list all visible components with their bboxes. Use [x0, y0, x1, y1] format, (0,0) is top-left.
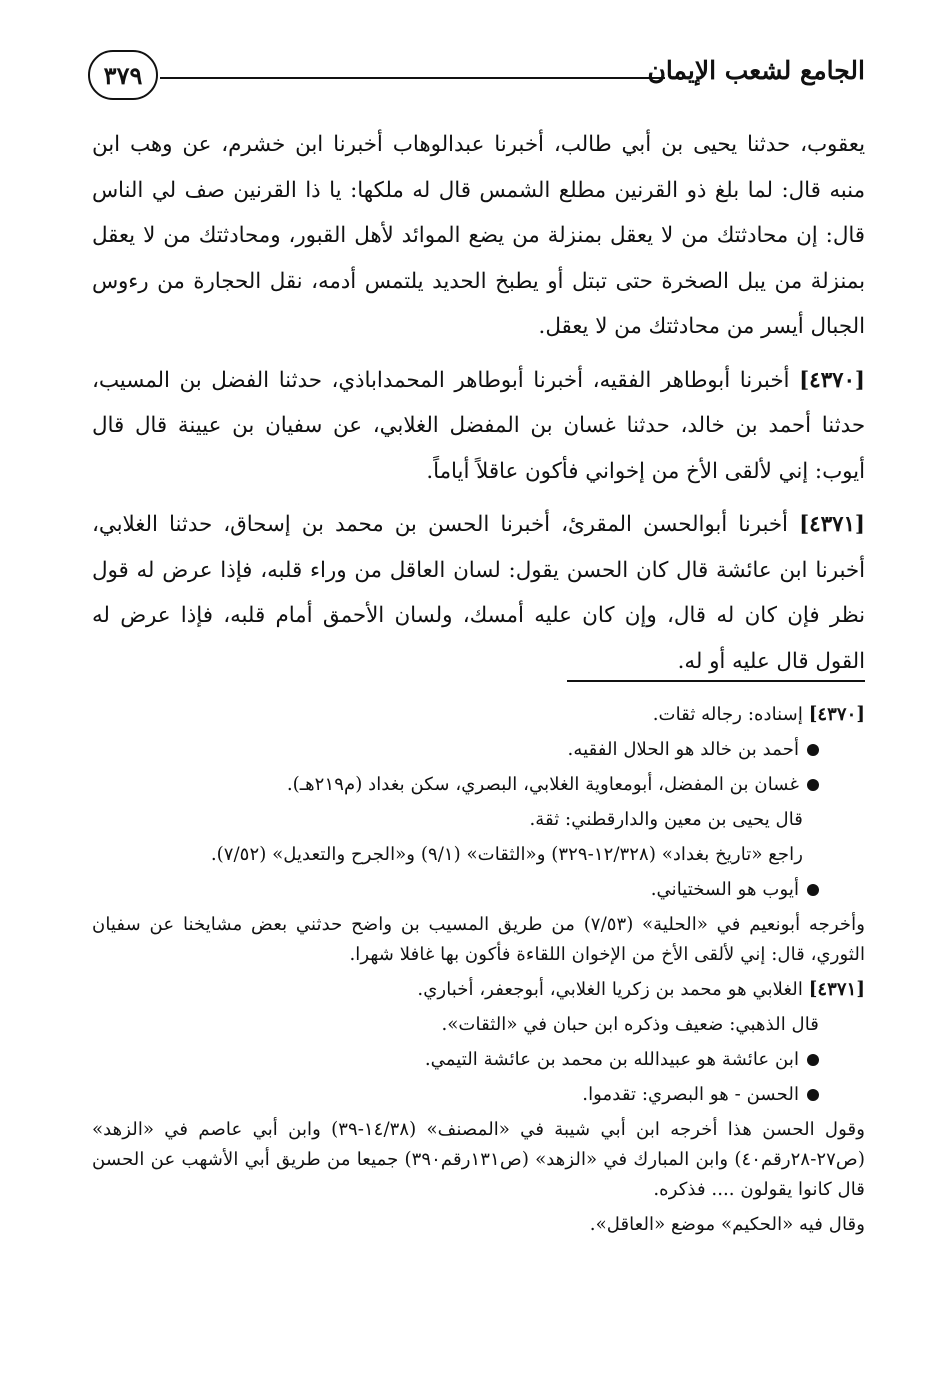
footnotes	[92, 700, 865, 1245]
footnote-text: وقول الحسن هذا أخرجه ابن أبي شيبة في «المصنف» (١٤/٣٨-٣٩) وابن أبي عاصم في «الزهد» (ص٢٧-٢٨رقم٤٠) وابن المبارك في «الزهد» (ص١٣١رقم٣٩٠) جميعا من طريق أبي الأشهب عن الحسن قال كانوا يقولون .... فذكره.	[92, 1119, 865, 1200]
footnote-text: أحمد بن خالد هو الحلال الفقيه.	[567, 739, 799, 760]
footnote	[92, 1010, 865, 1040]
footnote-number: [٤٣٧٠]	[808, 704, 865, 725]
page-header	[88, 50, 865, 106]
bullet-icon	[807, 779, 819, 791]
footnote	[92, 1210, 865, 1240]
footnote-number: [٤٣٧١]	[808, 979, 865, 1000]
paragraph	[92, 358, 865, 495]
hadith-number: [٤٣٧١]	[799, 512, 865, 537]
footnote-text: ابن عائشة هو عبيدالله بن محمد بن عائشة التيمي.	[424, 1049, 799, 1070]
hadith-number: [٤٣٧٠]	[799, 367, 865, 393]
footnote	[92, 735, 865, 765]
footnote	[92, 840, 865, 870]
paragraph	[92, 502, 865, 684]
running-title: الجامع لشعب الإيمان	[647, 56, 865, 85]
footnote	[92, 805, 865, 835]
paragraph-text: أخبرنا أبوطاهر الفقيه، أخبرنا أبوطاهر المحمداباذي، حدثنا الفضل بن المسيب، حدثنا أحمد بن خالد، حدثنا غسان بن المفضل الغلابي، عن سفيان بن عيينة قال قال أيوب: إني لألقى الأخ من إخواني فأكون عاقلاً أياماً.	[92, 367, 865, 484]
footnote-text: غسان بن المفضل، أبومعاوية الغلابي، البصري، سكن بغداد (م٢١٩هـ).	[286, 774, 799, 795]
header-rule	[160, 77, 665, 79]
page-number: ٣٧٩	[88, 50, 158, 100]
footnote-text: قال الذهبي: ضعيف وذكره ابن حبان في «الثقات».	[441, 1014, 819, 1035]
bullet-icon	[807, 1054, 819, 1066]
footnote	[92, 875, 865, 905]
footnote-text: قال يحيى بن معين والدارقطني: ثقة.	[529, 809, 803, 830]
paragraph-text: يعقوب، حدثنا يحيى بن أبي طالب، أخبرنا عبدالوهاب أخبرنا ابن خشرم، عن وهب ابن منبه قال: لما بلغ ذو القرنين مطلع الشمس قال له ملكها: يا ذا القرنين صف لي الناس قال: إن محادثتك من لا يعقل بمنزلة من يضع الموائد لأهل القبور، ومحادثتك من لا يعقل بمنزلة من يبل الصخرة حتى تبتل أو يطبخ الحديد يلتمس أدمه، نقل الحجارة من رءوس الجبال أيسر من محادثتك من لا يعقل.	[92, 132, 865, 339]
bullet-icon	[807, 884, 819, 896]
footnote	[92, 770, 865, 800]
footnote-text: وقال فيه «الحكيم» موضع «العاقل».	[589, 1214, 865, 1235]
footnote	[92, 910, 865, 970]
footnote-text: وأخرجه أبونعيم في «الحلية» (٧/٥٣) من طريق المسيب بن واضح حدثني بعض مشايخنا عن سفيان الثوري، قال: إني لألقى الأخ من الإخوان اللقاءة فأكون بها غافلا شهرا.	[92, 914, 865, 965]
main-text	[92, 122, 865, 692]
footnote	[92, 1080, 865, 1110]
footnote	[92, 1045, 865, 1075]
footnote-text: الحسن - هو البصري: تقدموا.	[582, 1084, 799, 1105]
footnote-separator	[567, 680, 865, 682]
footnote-text: إسناده: رجاله ثقات.	[652, 704, 803, 725]
bullet-icon	[807, 744, 819, 756]
paragraph	[92, 122, 865, 350]
paragraph-text: أخبرنا أبوالحسن المقرئ، أخبرنا الحسن بن محمد بن إسحاق، حدثنا الغلابي، أخبرنا ابن عائشة قال كان الحسن يقول: لسان العاقل من وراء قلبه، فإذا عرض له قول نظر فإن كان له قال، وإن كان عليه أمسك، ولسان الأحمق أمام قلبه، فإذا عرض له القول قال عليه أو له.	[92, 512, 865, 674]
footnote	[92, 975, 865, 1005]
footnote-text: أيوب هو السختياني.	[650, 879, 799, 900]
footnote-text: الغلابي هو محمد بن زكريا الغلابي، أبوجعفر، أخباري.	[417, 979, 803, 1000]
footnote	[92, 700, 865, 730]
footnote	[92, 1115, 865, 1205]
bullet-icon	[807, 1089, 819, 1101]
footnote-text: راجع «تاريخ بغداد» (١٢/٣٢٨-٣٢٩) و«الثقات» (٩/١) و«الجرح والتعديل» (٧/٥٢).	[210, 844, 803, 865]
